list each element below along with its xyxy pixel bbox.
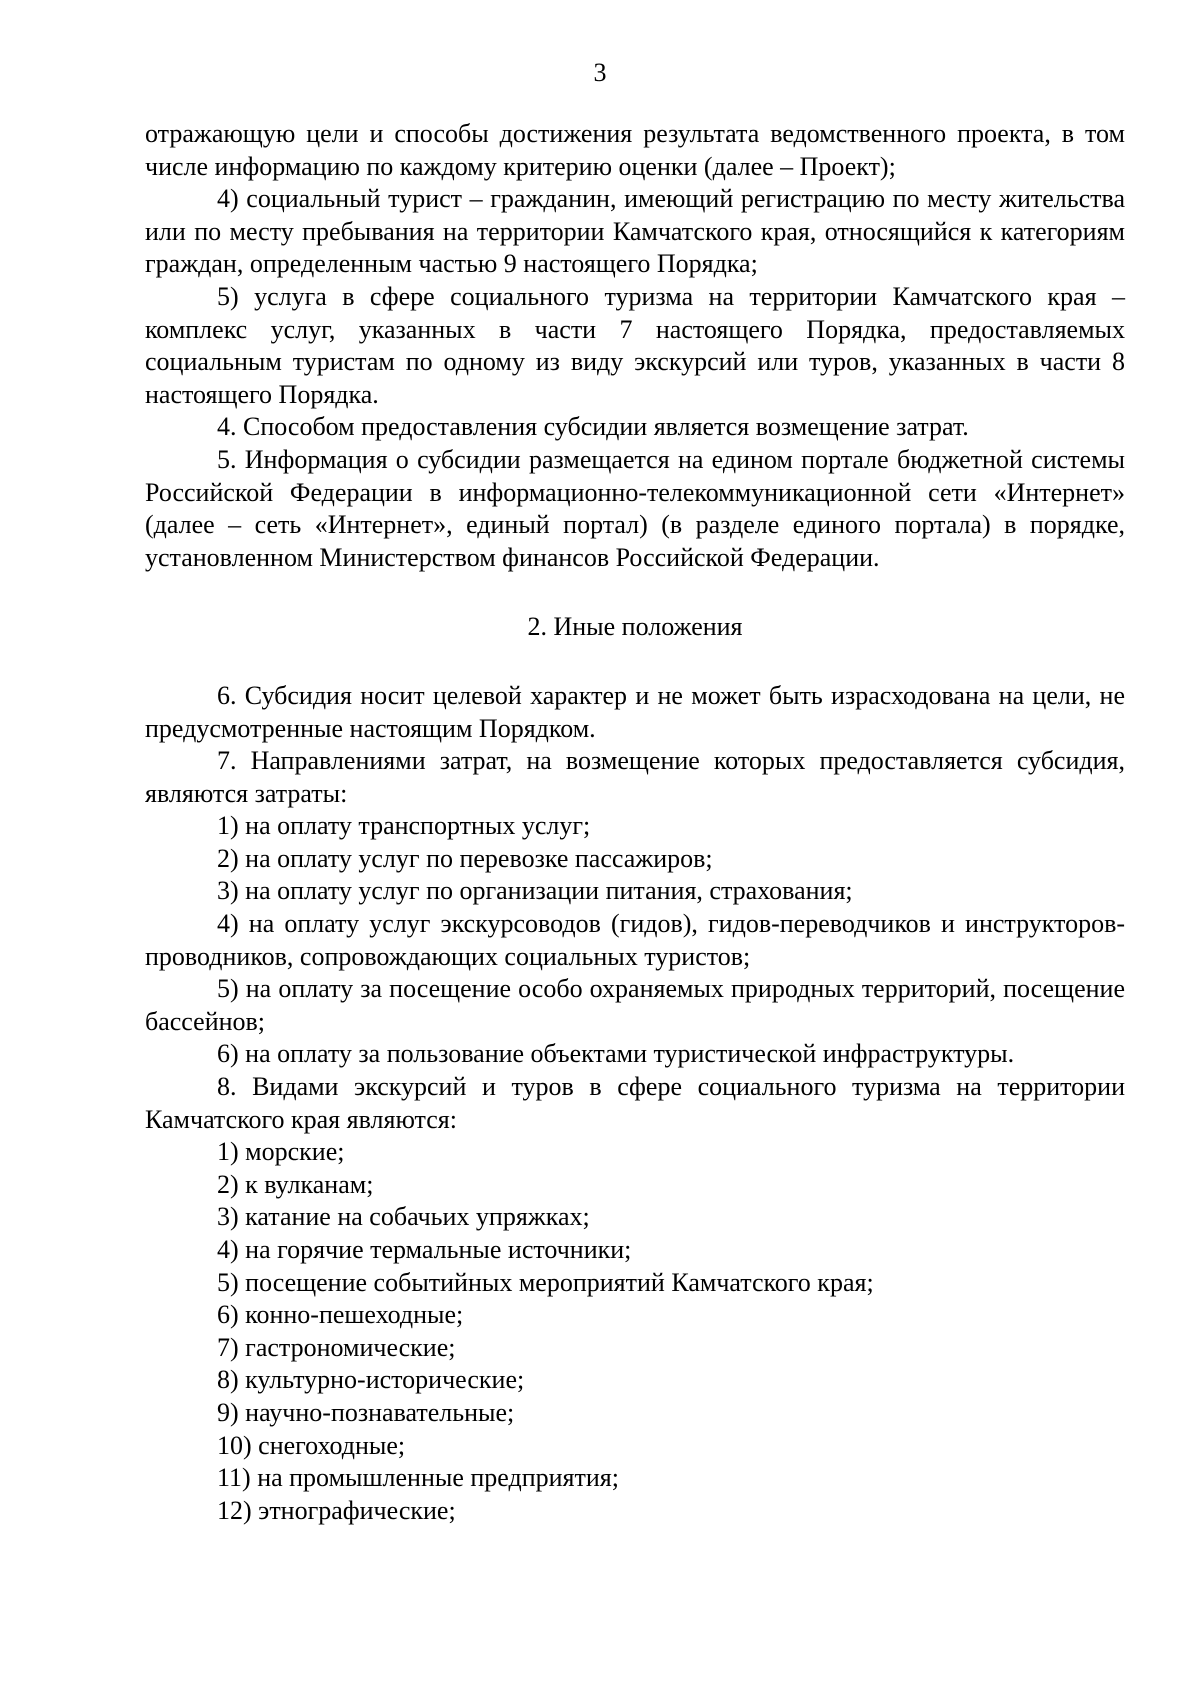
paragraph-target-purpose: 6. Субсидия носит целевой характер и не может быть израсходована на цели, не предусмотренные настоящим Порядком. xyxy=(145,680,1125,743)
paragraph-social-tourist: 4) социальный турист – гражданин, имеющий регистрацию по месту жительства или по месту пребывания на территории Камчатского края, относящийся к категориям граждан, определенным частью 9 настоящего Порядка; xyxy=(145,184,1125,279)
paragraph-subsidy-info: 5. Информация о субсидии размещается на едином портале бюджетной системы Российской Федерации в информационно-телекоммуникационной сети «Интернет» (далее – сеть «Интернет», единый портал) (в разделе единого портала) в порядке, установленном Министерством финансов Российской Федерации. xyxy=(145,444,1125,572)
tour-type-item: 2) к вулканам; xyxy=(217,1169,374,1199)
paragraph-service-definition: 5) услуга в сфере социального туризма на территории Камчатского края – комплекс услуг, указанных в части 7 настоящего Порядка, предоставляемых социальным туристам по одному из виду экскурсий или туров, указанных в части 8 настоящего Порядка. xyxy=(145,281,1125,409)
cost-item: 1) на оплату транспортных услуг; xyxy=(217,811,591,841)
paragraph-tour-types: 8. Видами экскурсий и туров в сфере социального туризма на территории Камчатского края являются: xyxy=(145,1072,1125,1134)
tour-type-item: 12) этнографические; xyxy=(217,1495,456,1525)
paragraph-cost-directions: 7. Направлениями затрат, на возмещение которых предоставляется субсидия, являются затраты: xyxy=(145,746,1125,808)
cost-item: 3) на оплату услуг по организации питания, страхования; xyxy=(217,876,853,906)
tour-type-item: 10) снегоходные; xyxy=(217,1430,406,1460)
page-number: 3 xyxy=(593,58,607,87)
tour-type-item: 11) на промышленные предприятия; xyxy=(217,1463,619,1493)
paragraph-continuation: отражающую цели и способы достижения результата ведомственного проекта, в том числе информацию по каждому критерию оценки (далее – Проект); xyxy=(145,119,1125,181)
tour-type-item: 3) катание на собачьих упряжках; xyxy=(217,1202,590,1232)
tour-type-item: 8) культурно-исторические; xyxy=(217,1365,525,1395)
section-heading: 2. Иные положения xyxy=(527,612,743,642)
tour-type-item: 6) конно-пешеходные; xyxy=(217,1300,464,1330)
cost-item: 4) на оплату услуг экскурсоводов (гидов), гидов-переводчиков и инструкторов-проводников, сопровождающих социальных туристов; xyxy=(145,909,1125,971)
cost-item: 2) на оплату услуг по перевозке пассажиров; xyxy=(217,843,713,873)
document-body xyxy=(145,118,1125,1527)
cost-item: 6) на оплату за пользование объектами туристической инфраструктуры. xyxy=(217,1039,1015,1069)
tour-type-item: 1) морские; xyxy=(217,1137,345,1167)
cost-item: 5) на оплату за посещение особо охраняемых природных территорий, посещение бассейнов; xyxy=(145,974,1125,1036)
tour-type-item: 5) посещение событийных мероприятий Камчатского края; xyxy=(217,1267,874,1297)
paragraph-subsidy-method: 4. Способом предоставления субсидии является возмещение затрат. xyxy=(217,412,969,442)
tour-type-item: 7) гастрономические; xyxy=(217,1332,456,1362)
tour-type-item: 4) на горячие термальные источники; xyxy=(217,1235,632,1264)
tour-type-item: 9) научно-познавательные; xyxy=(217,1397,515,1427)
